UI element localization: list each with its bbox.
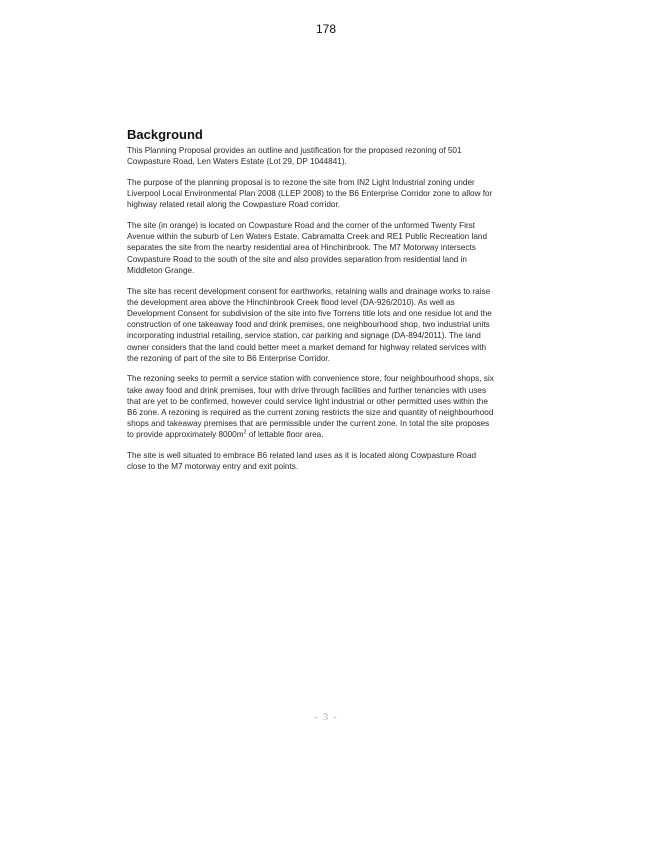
paragraph-intro: This Planning Proposal provides an outline and justification for the proposed rezoning of 501 Cowpasture Road, Len Waters Estate (Lot 29, DP 1044841). [127,146,462,167]
paragraph-development-consent: The site has recent development consent for earthworks, retaining walls and drainage works to raise the development area above the Hinchinbrook Creek flood level (DA-926/2010). As well as Development Consent for subdivision of the site into five Torrens title lots and one residue lot and the construction of one takeaway food and drink premises, one neighbourhood shop, two industrial units incorporating industrial retailing, service station, car parking and signage (DA-894/2011). The land owner considers that the land could better meet a market demand for highway related services with the rezoning of part of the site to B6 Enterprise Corridor. [127,286,492,363]
footer-page-label: - 3 - [314,711,338,723]
page-number: 178 [315,22,337,36]
paragraph-site-location: The site (in orange) is located on Cowpasture Road and the corner of the unformed Twenty First Avenue within the suburb of Len Waters Estate. Cabramatta Creek and RE1 Public Recreation land separates the site from the nearby residential area of Hinchinbrook. The M7 Motorway intersects Cowpasture Road to the south of the site and also provides separation from residential land in Middleton Grange. [127,221,487,275]
rezoning-text-after: of lettable floor area. [246,430,324,440]
background-section [127,127,497,482]
paragraph-rezoning [127,373,497,440]
paragraph-site-situation: The site is well situated to embrace B6 related land uses as it is located along Cowpasture Road close to the M7 motorway entry and exit points. [127,451,477,472]
section-heading: Background [127,127,203,142]
rezoning-text: The rezoning seeks to permit a service station with convenience store, four neighbourhood shops, six take away food and drink premises, four with drive through facilities and further tenancies with uses that are yet to be confirmed, however could service light industrial or other permitted uses within the B6 zone. A rezoning is required as the current zoning restricts the size and quantity of neighbourhood shops and takeaway premises that are permissible under the current zone. In total the site proposes to provide approximately 8000m [127,374,494,440]
superscript: 2 [243,429,247,436]
paragraph-purpose: The purpose of the planning proposal is to rezone the site from IN2 Light Industrial zoning under Liverpool Local Environmental Plan 2008 (LLEP 2008) to the B6 Enterprise Corridor zone to allow for highway related retail along the Cowpasture Road corridor. [127,177,493,210]
